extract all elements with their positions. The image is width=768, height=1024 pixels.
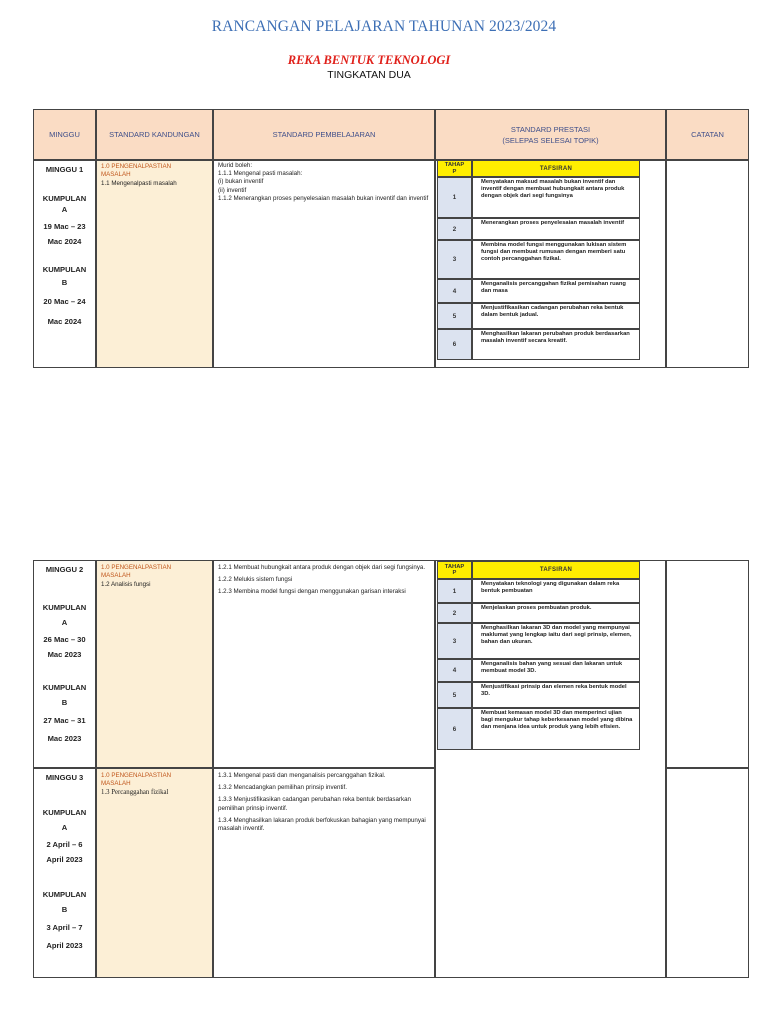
tahap-level: 3 bbox=[437, 623, 472, 659]
row-2-pembelajaran bbox=[213, 560, 435, 768]
tafsiran-desc: Membuat kemasan model 3D dan memperinci ujian bagi mengukur tahap keberkesanan model yang dibina dan menjana idea untuk produk yang lebih efisien. bbox=[472, 708, 640, 750]
pembelajaran-item: 1.2.1 Membuat hubungkait antara produk dengan objek dari segi fungsinya. bbox=[218, 564, 426, 571]
tafsiran-header: TAFSIRAN bbox=[472, 160, 640, 177]
tahap-header: TAHAP P bbox=[437, 160, 472, 177]
tafsiran-desc: Menghasilkan lakaran 3D dan model yang mempunyai maklumat yang lengkap iaitu dari segi prinsip, elemen, bahan dan ukuran. bbox=[472, 623, 640, 659]
tahap-level: 4 bbox=[437, 659, 472, 682]
header-catatan: CATATAN bbox=[666, 109, 749, 160]
row-2-kandungan bbox=[96, 560, 213, 768]
tahap-level: 3 bbox=[437, 240, 472, 279]
tahap-level: 6 bbox=[437, 708, 472, 750]
kumpulan-a-label: KUMPULAN A bbox=[42, 603, 87, 627]
row-minggu-1 bbox=[33, 160, 96, 368]
kumpulan-a-date: 19 Mac – 23 Mac 2024 bbox=[43, 222, 86, 246]
kumpulan-b-date: 3 April – 7 April 2023 bbox=[46, 923, 83, 950]
kumpulan-b-date: 20 Mac – 24 Mac 2024 bbox=[43, 297, 86, 326]
kandungan-sub: 1.3 Percanggahan fizikal bbox=[101, 789, 169, 797]
header-standard-pembelajaran: STANDARD PEMBELAJARAN bbox=[213, 109, 435, 160]
row-minggu-3 bbox=[33, 768, 96, 978]
pembelajaran-item: 1.3.1 Mengenal pasti dan menganalisis percanggahan fizikal. bbox=[218, 772, 386, 779]
tahap-level: 5 bbox=[437, 303, 472, 329]
subject-title: REKA BENTUK TEKNOLOGI bbox=[287, 53, 451, 67]
row-3-pembelajaran bbox=[213, 768, 435, 978]
kandungan-title: 1.0 PENGENALPASTIAN MASALAH bbox=[101, 564, 172, 580]
tafsiran-desc: Menganalisis percanggahan fizikal pemisahan ruang dan masa bbox=[472, 279, 640, 303]
header-standard-prestasi: STANDARD PRESTASI (SELEPAS SELESAI TOPIK) bbox=[435, 109, 666, 160]
kandungan-title: 1.0 PENGENALPASTIAN MASALAH bbox=[101, 163, 172, 179]
tahap-level: 1 bbox=[437, 177, 472, 218]
tafsiran-desc: Menyatakan maksud masalah bukan inventif dan inventif dengan membuat hubungkait antara produk dengan objek dari segi fungsinya bbox=[472, 177, 640, 218]
kumpulan-a-label: KUMPULAN A bbox=[42, 194, 87, 214]
tafsiran-desc: Menjustifikasikan cadangan perubahan reka bentuk dalam bentuk jadual. bbox=[472, 303, 640, 329]
tafsiran-desc: Menerangkan proses penyelesaian masalah inventif bbox=[472, 218, 640, 240]
tafsiran-desc: Menjustifikasi prinsip dan elemen reka bentuk model 3D. bbox=[472, 682, 640, 708]
tahap-level: 1 bbox=[437, 579, 472, 603]
tahap-level: 4 bbox=[437, 279, 472, 303]
pembelajaran-text: Murid boleh: 1.1.1 Mengenal pasti masalah: (i) bukan inventif (ii) inventif 1.1.2 Menerangkan proses penyelesaian masalah bukan inventif dan inventif bbox=[218, 162, 429, 202]
minggu-label: MINGGU 2 bbox=[45, 565, 84, 574]
tahap-level: 2 bbox=[437, 218, 472, 240]
tafsiran-desc: Membina model fungsi menggunakan lukisan sistem fungsi dan membuat rumusan dengan memberi satu contoh percanggahan fizikal. bbox=[472, 240, 640, 279]
kumpulan-b-label: KUMPULAN B bbox=[42, 890, 87, 914]
kumpulan-b-label: KUMPULAN B bbox=[42, 265, 87, 287]
row-1-kandungan bbox=[96, 160, 213, 368]
tahap-header: TAHAP P bbox=[437, 561, 472, 579]
tahap-level: 6 bbox=[437, 329, 472, 360]
kumpulan-a-label: KUMPULAN A bbox=[42, 808, 87, 832]
document-title: RANCANGAN PELAJARAN TAHUNAN 2023/2024 bbox=[211, 18, 557, 35]
row-3-catatan bbox=[666, 768, 749, 978]
tahap-level: 5 bbox=[437, 682, 472, 708]
row-3-kandungan bbox=[96, 768, 213, 978]
kumpulan-a-date: 26 Mac – 30 Mac 2023 bbox=[43, 635, 86, 659]
kandungan-sub: 1.2 Analisis fungsi bbox=[101, 581, 151, 589]
tafsiran-desc: Menganalisis bahan yang sesuai dan lakaran untuk membuat model 3D. bbox=[472, 659, 640, 682]
row-2-catatan bbox=[666, 560, 749, 768]
header-minggu: MINGGU bbox=[33, 109, 96, 160]
minggu-label: MINGGU 1 bbox=[45, 165, 84, 174]
tafsiran-header: TAFSIRAN bbox=[472, 561, 640, 579]
pembelajaran-item: 1.2.2 Melukis sistem fungsi bbox=[218, 576, 293, 584]
form-level: TINGKATAN DUA bbox=[327, 69, 411, 81]
pembelajaran-item: 1.3.3 Menjustifikasikan cadangan perubahan reka bentuk berdasarkan pemilihan prinsip inventif. bbox=[218, 796, 411, 812]
tafsiran-desc: Menjelaskan proses pembuatan produk. bbox=[472, 603, 640, 623]
kumpulan-b-label: KUMPULAN B bbox=[42, 683, 87, 707]
kandungan-sub: 1.1 Mengenalpasti masalah bbox=[101, 180, 177, 188]
pembelajaran-item: 1.3.2 Mencadangkan pemilihan prinsip inventif. bbox=[218, 784, 347, 792]
pembelajaran-item: 1.2.3 Membina model fungsi dengan menggunakan garisan interaksi bbox=[218, 588, 406, 596]
kumpulan-b-date: 27 Mac – 31 Mac 2023 bbox=[43, 716, 86, 743]
row-1-catatan bbox=[666, 160, 749, 368]
header-standard-kandungan: STANDARD KANDUNGAN bbox=[96, 109, 213, 160]
kumpulan-a-date: 2 April – 6 April 2023 bbox=[46, 840, 83, 864]
kandungan-title: 1.0 PENGENALPASTIAN MASALAH bbox=[101, 772, 172, 788]
tafsiran-desc: Menghasilkan lakaran perubahan produk berdasarkan masalah inventif secara kreatif. bbox=[472, 329, 640, 360]
row-1-pembelajaran bbox=[213, 160, 435, 368]
tahap-level: 2 bbox=[437, 603, 472, 623]
tafsiran-desc: Menyatakan teknologi yang digunakan dalam reka bentuk pembuatan bbox=[472, 579, 640, 603]
minggu-label: MINGGU 3 bbox=[45, 773, 84, 782]
pembelajaran-item: 1.3.4 Menghasilkan lakaran produk berfokuskan bahagian yang mempunyai masalah inventif. bbox=[218, 816, 426, 833]
row-minggu-2 bbox=[33, 560, 96, 768]
